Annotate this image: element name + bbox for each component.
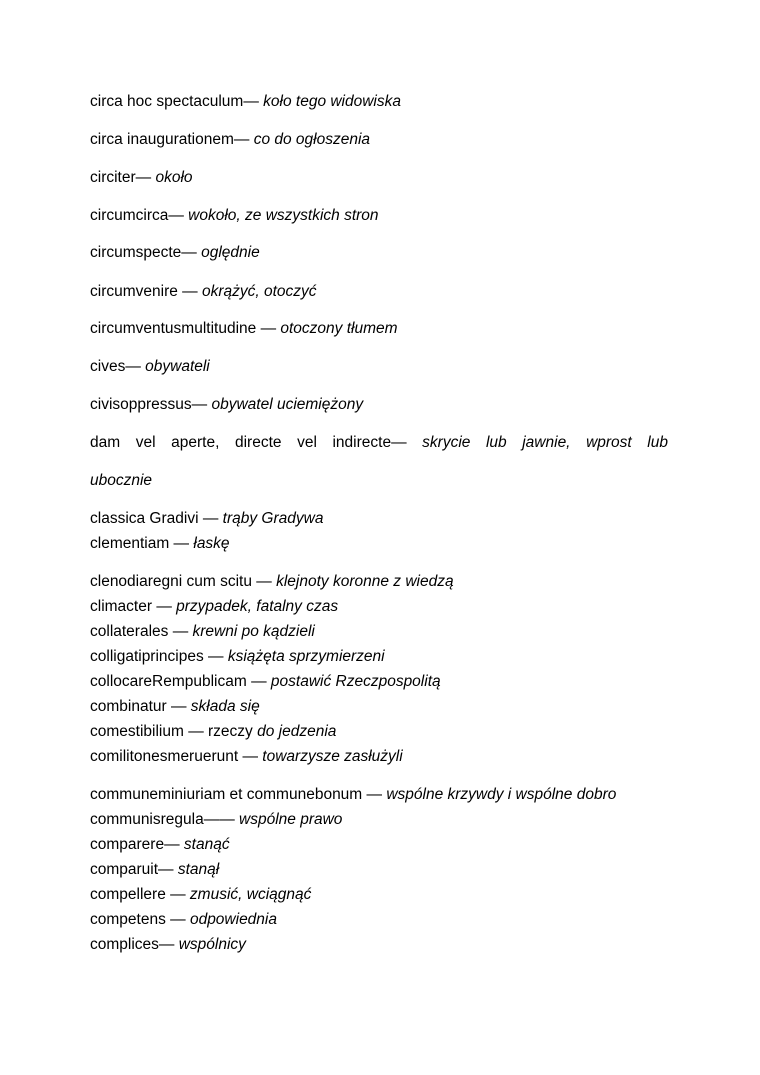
glossary-entry (90, 597, 338, 617)
glossary-entry (90, 92, 401, 112)
glossary-entry (90, 509, 323, 529)
glossary-entry (90, 885, 311, 905)
entry-term: comparuit— (90, 861, 174, 878)
entry-definition: otoczony tłumem (276, 320, 398, 337)
entry-definition: wspólne prawo (234, 811, 343, 828)
entry-definition: książęta sprzymierzeni (223, 648, 385, 665)
glossary-entry (90, 672, 441, 692)
glossary-entry (90, 357, 210, 377)
glossary-entry (90, 206, 379, 226)
entry-term: collocareRempublicam — (90, 673, 267, 690)
entry-term: clementiam — (90, 535, 190, 552)
entry-term: circiter— (90, 169, 152, 186)
entry-term: classica Gradivi — (90, 510, 219, 527)
entry-definition: stanąć (179, 836, 230, 853)
entry-definition: postawić Rzeczpospolitą (266, 673, 441, 690)
entry-term: comestibilium — rzeczy (90, 723, 258, 740)
glossary-entry (90, 319, 398, 339)
entry-definition: krewni po kądzieli (188, 623, 315, 640)
glossary-entry (90, 785, 616, 805)
entry-term: civisoppressus— (90, 396, 208, 413)
glossary-entry (90, 534, 230, 554)
entry-definition: koło tego widowiska (258, 93, 402, 110)
entry-term: colligatiprincipes — (90, 648, 224, 665)
entry-term: climacter — (90, 598, 172, 615)
entry-term: complices— (90, 936, 175, 953)
entry-definition: ubocznie (90, 472, 153, 489)
entry-term: circumspecte— (90, 244, 197, 261)
entry-definition: przypadek, fatalny czas (171, 598, 339, 615)
glossary-entry (90, 835, 230, 855)
entry-definition: towarzysze zasłużyli (257, 748, 403, 765)
entry-definition: obywatel uciemiężony (207, 396, 364, 413)
glossary-entry (90, 722, 336, 742)
entry-definition: wspólne krzywdy i wspólne dobro (382, 786, 617, 803)
glossary-entry (90, 130, 370, 150)
entry-term: circumventusmultitudine — (90, 320, 277, 337)
entry-definition: zmusić, wciągnąć (185, 886, 312, 903)
entry-term: competens — (90, 911, 186, 928)
entry-definition: co do ogłoszenia (249, 131, 371, 148)
entry-definition: obywateli (140, 358, 210, 375)
glossary-entry (90, 168, 193, 188)
entry-term: communisregula—— (90, 811, 235, 828)
glossary-entry (90, 243, 260, 263)
entry-term: compellere — (90, 886, 186, 903)
entry-definition: składa się (186, 698, 260, 715)
glossary-entry (90, 622, 315, 642)
entry-term: circa hoc spectaculum— (90, 93, 259, 110)
glossary-entry (90, 395, 363, 415)
entry-definition: łaskę (189, 535, 230, 552)
glossary-entry (90, 747, 403, 767)
entry-term: circa inaugurationem— (90, 131, 250, 148)
entry-definition: wokoło, ze wszystkich stron (183, 207, 379, 224)
glossary-entry (90, 572, 454, 592)
entry-definition: oględnie (196, 244, 260, 261)
glossary-entry (90, 433, 668, 453)
entry-definition: wspólnicy (174, 936, 246, 953)
entry-term: collaterales — (90, 623, 189, 640)
entry-definition: około (151, 169, 193, 186)
entry-definition: klejnoty koronne z wiedzą (271, 573, 454, 590)
entry-term: comparere— (90, 836, 180, 853)
glossary-entry (90, 935, 246, 955)
entry-term: communeminiuriam et communebonum — (90, 786, 383, 803)
entry-definition: odpowiednia (185, 911, 277, 928)
entry-term: comilitonesmeruerunt — (90, 748, 258, 765)
entry-term: clenodiaregni cum scitu — (90, 573, 272, 590)
entry-definition: stanął (173, 861, 220, 878)
glossary-entry (90, 647, 385, 667)
entry-term: cives— (90, 358, 141, 375)
entry-definition: do jedzenia (257, 723, 337, 740)
entry-term: circumcirca— (90, 207, 184, 224)
glossary-entry (90, 810, 342, 830)
entry-term: dam vel aperte, directe vel indirecte— (90, 434, 407, 451)
entry-definition: okrążyć, otoczyć (197, 283, 317, 300)
glossary-entry (90, 697, 260, 717)
entry-term: circumvenire — (90, 283, 198, 300)
entry-definition: skrycie lub jawnie, wprost lub (406, 434, 668, 451)
glossary-entry-continuation (90, 471, 152, 491)
glossary-entry (90, 910, 277, 930)
glossary-entry (90, 282, 317, 302)
glossary-entry (90, 860, 219, 880)
entry-definition: trąby Gradywa (218, 510, 324, 527)
entry-term: combinatur — (90, 698, 187, 715)
